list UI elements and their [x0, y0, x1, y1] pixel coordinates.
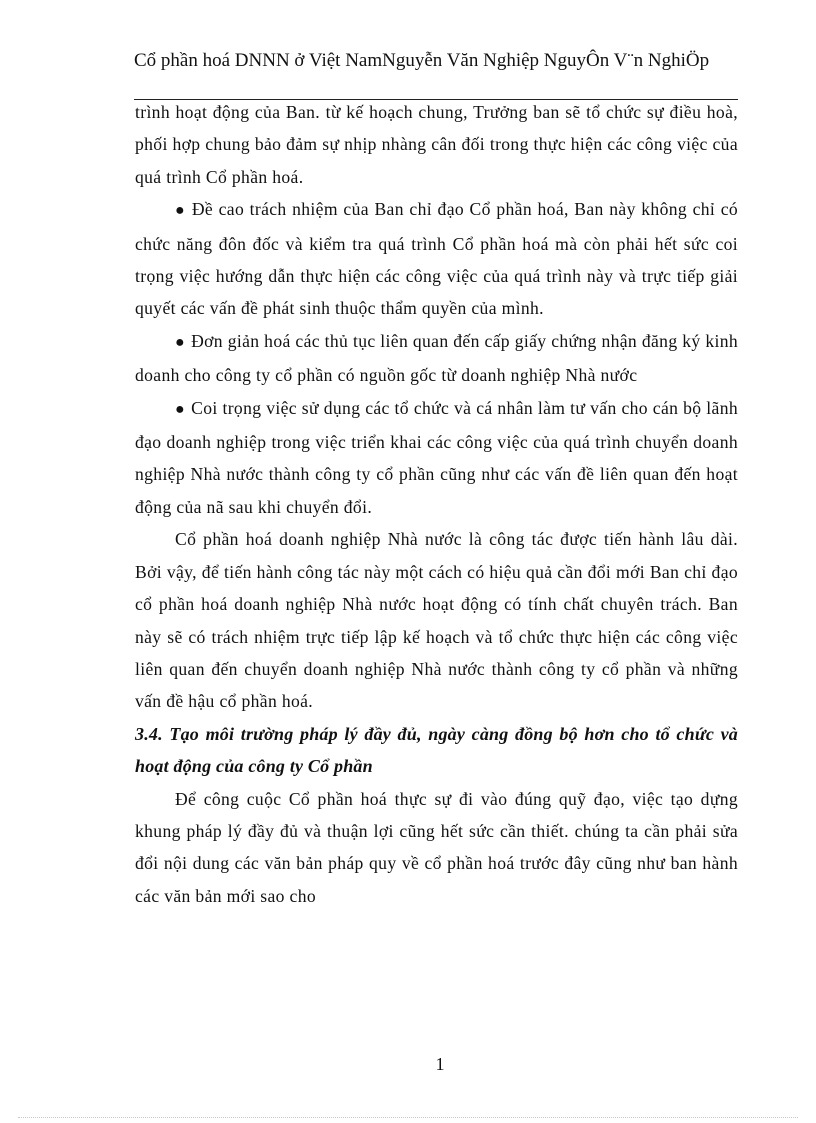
bullet-item-text: Coi trọng việc sử dụng các tổ chức và cá nhân làm tư vấn cho cán bộ lãnh đạo doanh nghiệp trong việc triển khai các công việc của quá trình chuyển doanh nghiệp Nhà nước thành công ty cổ phần cũng như các vấn đề liên quan đến hoạt động của nã sau khi chuyển đổi.	[135, 397, 738, 517]
body-paragraph-continuation: trình hoạt động của Ban. từ kế hoạch chung, Trưởng ban sẽ tổ chức sự điều hoà, phối hợp chung bảo đảm sự nhịp nhàng cân đối trong thực hiện các công việc của quá trình Cổ phần hoá.	[135, 102, 738, 187]
bullet-item-3	[135, 392, 738, 524]
bullet-icon: ●	[175, 202, 186, 220]
page-number: 1	[435, 1054, 445, 1074]
running-header-text: Cổ phần hoá DNNN ở Việt NamNguyễn Văn Nghiệp NguyÔn V¨n NghiÖp	[134, 50, 710, 71]
page-bottom-edge	[18, 1117, 798, 1118]
bullet-icon: ●	[175, 333, 186, 351]
document-body	[135, 96, 738, 912]
bullet-item-1	[135, 193, 738, 325]
bullet-item-text: Đơn giản hoá các thủ tục liên quan đến cấp giấy chứng nhận đăng ký kinh doanh cho công ty cổ phần có nguồn gốc từ doanh nghiệp Nhà nước	[135, 330, 739, 386]
body-paragraph: Để công cuộc Cổ phần hoá thực sự đi vào đúng quỹ đạo, việc tạo dựng khung pháp lý đầy đủ và thuận lợi cũng hết sức cần thiết. chúng ta cần phải sửa đổi nội dung các văn bản pháp quy về cổ phần hoá trước đây cũng như ban hành các văn bản mới sao cho	[135, 788, 738, 906]
running-header	[134, 48, 744, 73]
bullet-icon: ●	[175, 400, 186, 418]
body-paragraph: Cổ phần hoá doanh nghiệp Nhà nước là công tác được tiến hành lâu dài. Bởi vậy, để tiến hành công tác này một cách có hiệu quả cần đổi mới Ban chỉ đạo cổ phần hoá doanh nghiệp Nhà nước hoạt động có tính chất chuyên trách. Ban này sẽ có trách nhiệm trực tiếp lập kế hoạch và tổ chức thực hiện các công việc liên quan đến chuyển doanh nghiệp Nhà nước thành công ty cổ phần và những vấn đề hậu cổ phần hoá.	[135, 529, 738, 712]
section-heading: 3.4. Tạo môi trường pháp lý đầy đủ, ngày càng đồng bộ hơn cho tổ chức và hoạt động của công ty Cổ phần	[135, 723, 738, 777]
bullet-item-text: Đề cao trách nhiệm của Ban chỉ đạo Cổ phần hoá, Ban này không chỉ có chức năng đôn đốc và kiểm tra quá trình Cổ phần hoá mà còn phải hết sức coi trọng việc hướng dẫn thực hiện các công việc của quá trình này và trực tiếp giải quyết các vấn đề phát sinh thuộc thẩm quyền của mình.	[135, 199, 739, 319]
bullet-item-2	[135, 325, 738, 392]
